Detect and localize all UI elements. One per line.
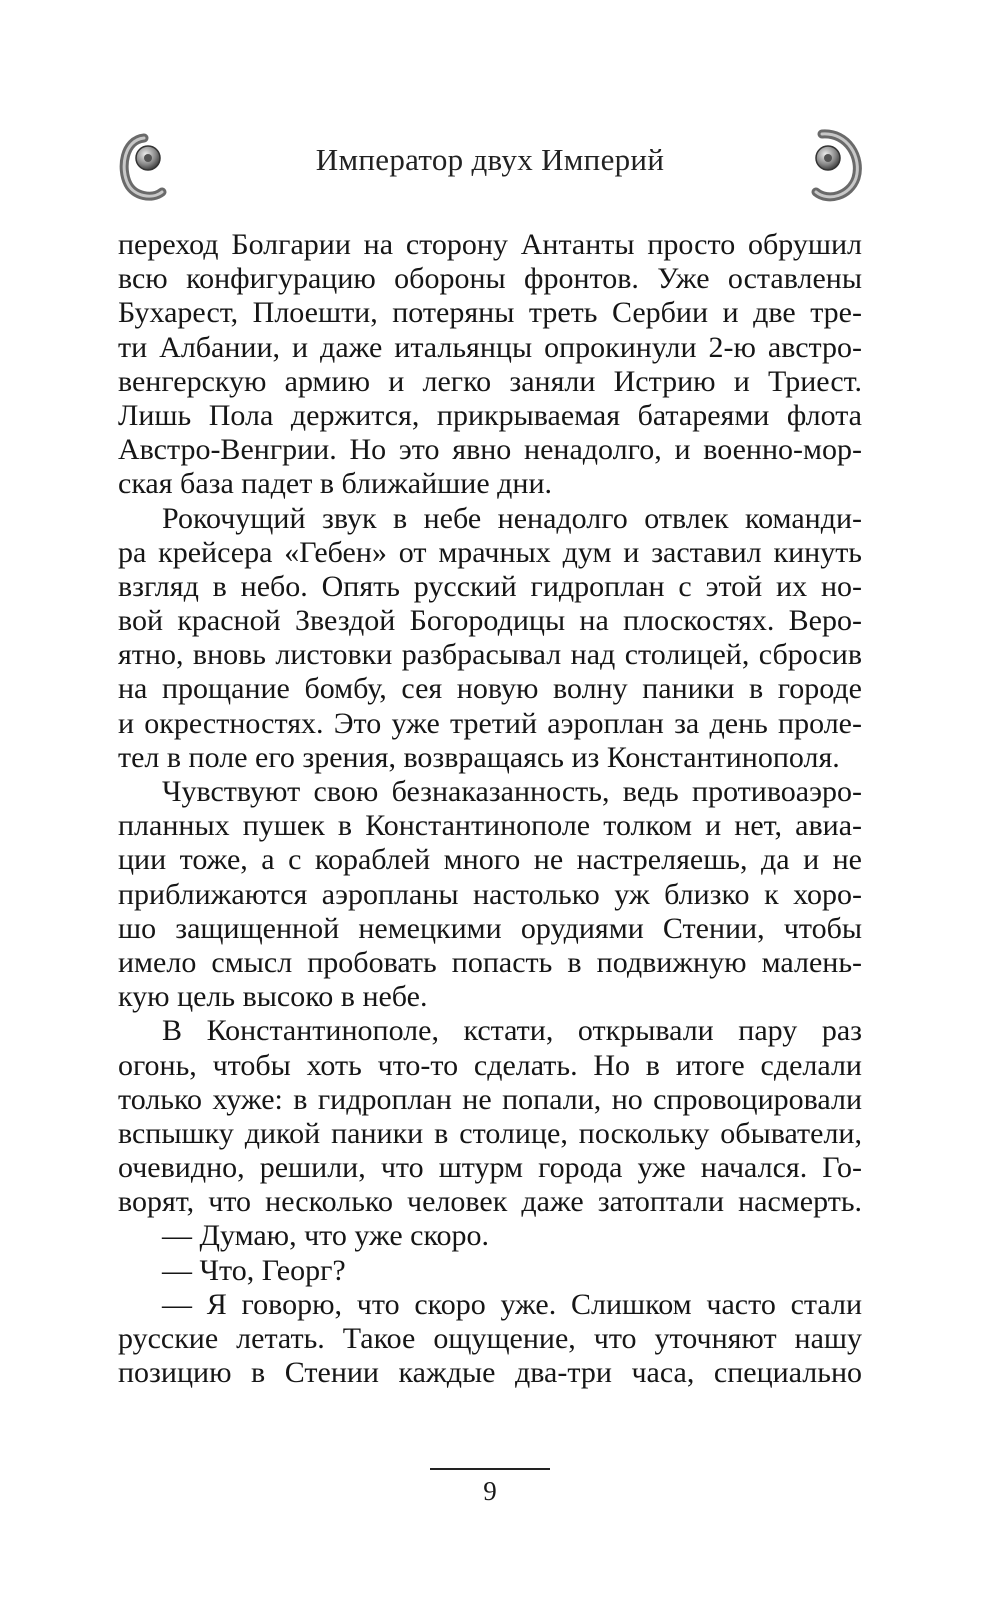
text-line: ти Албании, и даже итальянцы опрокинули 2-ю австро- — [118, 330, 862, 364]
text-line: вспышку дикой паники в столице, поскольку обыватели, — [118, 1116, 862, 1150]
text-line: очевидно, решили, что штурм города уже начался. Го- — [118, 1151, 862, 1185]
text-line: ции тоже, а с кораблей много не настреляешь, да и не — [118, 843, 862, 877]
text-line: планных пушек в Константинополе толком и нет, авиа- — [118, 809, 862, 843]
page-number: 9 — [483, 1476, 497, 1506]
ornament-right-icon — [702, 128, 862, 208]
text-line: тел в поле его зрения, возвращаясь из Константинополя. — [118, 740, 840, 774]
text-line: на прощание бомбу, сея новую волну паники в городе — [118, 672, 862, 706]
text-line: позицию в Стении каждые два-три часа, специально — [118, 1356, 862, 1390]
text-line: Рокочущий звук в небе ненадолго отвлек команди- — [162, 501, 862, 535]
book-title: Император двух Империй — [315, 142, 665, 177]
text-line: переход Болгарии на сторону Антанты просто обрушил — [118, 228, 862, 261]
text-line: вой красной Звездой Богородицы на плоскостях. Веро- — [118, 604, 862, 638]
text-line: только хуже: в гидроплан не попали, но спровоцировали — [118, 1082, 862, 1116]
text-line: ятно, вновь листовки разбрасывал над столицей, сбросив — [118, 638, 862, 672]
text-line: венгерскую армию и легко заняли Истрию и Триест. — [118, 364, 862, 398]
text-line: Лишь Пола держится, прикрываемая батареями флота — [118, 398, 862, 432]
text-line: ская база падет в ближайшие дни. — [118, 467, 553, 501]
text-line: и окрестностях. Это уже третий аэроплан за день проле- — [118, 706, 862, 740]
dialogue-line: — Думаю, что уже скоро. — [162, 1219, 489, 1253]
dialogue-line: — Что, Георг? — [162, 1253, 346, 1287]
text-line: В Константинополе, кстати, открывали пару раз — [162, 1014, 862, 1048]
text-line: русские летать. Такое ощущение, что уточняют нашу — [118, 1322, 862, 1355]
dialogue-line: — Я говорю, что скоро уже. Слишком часто стали — [162, 1287, 862, 1321]
text-line: взгляд в небо. Опять русский гидроплан с этой их но- — [118, 569, 862, 603]
text-line: ра крейсера «Гебен» от мрачных дум и заставил кинуть — [118, 535, 862, 569]
body-text — [118, 228, 862, 1390]
text-line: имело смысл пробовать попасть в подвижную малень- — [118, 945, 862, 979]
running-header — [118, 128, 862, 208]
text-line: приближаются аэропланы настолько уж близко к хоро- — [118, 877, 862, 911]
text-line: всю конфигурацию обороны фронтов. Уже оставлены — [118, 262, 862, 296]
page-number-rule — [430, 1468, 550, 1470]
text-line: шо защищенной немецкими орудиями Стении, чтобы — [118, 911, 862, 945]
text-line: Бухарест, Плоешти, потеряны треть Сербии и две тре- — [118, 296, 862, 330]
text-line: Австро-Венгрии. Но это явно ненадолго, и военно-мор- — [118, 433, 862, 467]
text-line: кую цель высоко в небе. — [118, 980, 428, 1014]
text-line: ворят, что несколько человек даже затоптали насмерть. — [118, 1185, 862, 1219]
text-line: огонь, чтобы хоть что-то сделать. Но в итоге сделали — [118, 1048, 862, 1082]
text-line: Чувствуют свою безнаказанность, ведь противоаэро- — [162, 775, 862, 808]
